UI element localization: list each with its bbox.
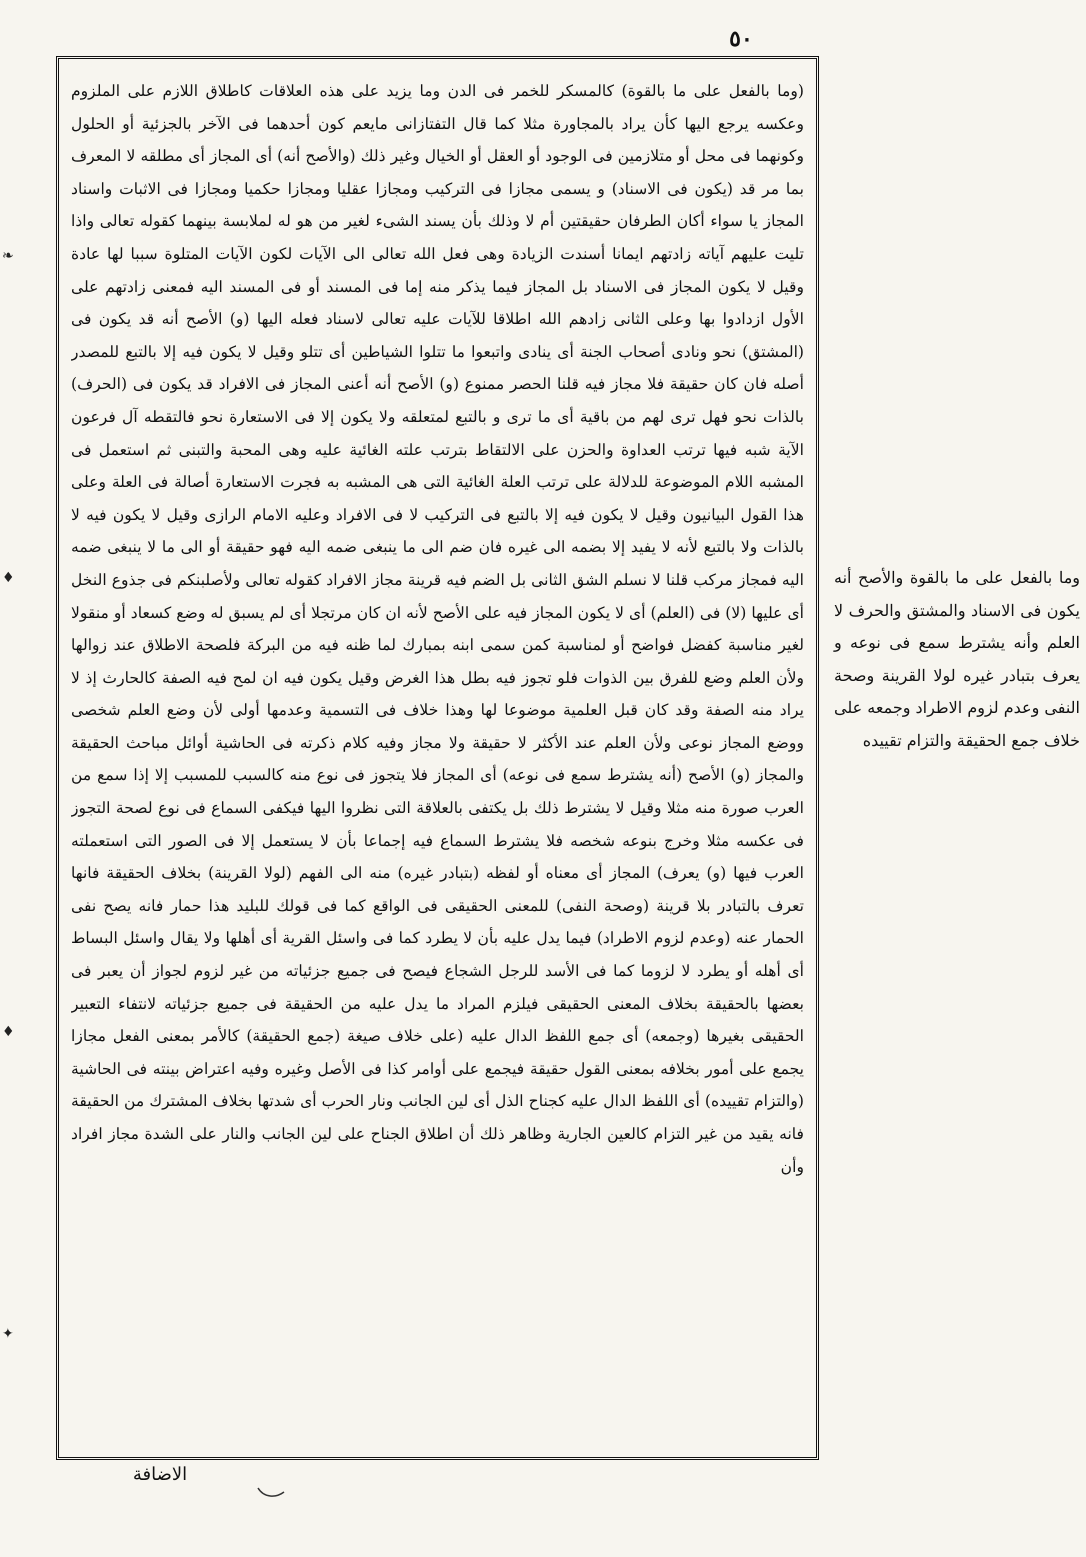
margin-mark: ❧ — [2, 248, 14, 264]
main-text — [71, 75, 804, 1447]
page-number: ٥٠ — [729, 26, 753, 52]
ink-mark — [256, 1484, 286, 1498]
margin-mark: ✦ — [2, 1326, 14, 1342]
catchword: الاضافة — [132, 1464, 188, 1485]
main-text-frame — [56, 56, 819, 1460]
margin-mark: ♦ — [2, 570, 15, 586]
margin-mark: ♦ — [2, 1024, 15, 1040]
main-paragraph: (وما بالفعل على ما بالقوة) كالمسكر للخمر فى الدن وما يزيد على هذه العلاقات كاطلاق اللازم على الملزوم وعكسه يرجع اليها كأن يراد بالمجاورة مثلا كما قال التفتازانى مايعم كون أحدهما فى الآخر بالجزئية أو الحلول وكونهما فى محل أو متلازمين فى الوجود أو العقل أو الخيال وغير ذلك (والأصح أنه) أى المجاز أى مطلقه لا المعرف بما مر قد (يكون فى الاسناد) و يسمى مجازا فى التركيب ومجازا عقليا ومجازا حكميا ومجازا فى الاثبات واسناد المجاز يا سواء أكان الطرفان حقيقتين أم لا وذلك بأن يسند الشىء لغير من هو له لملابسة بينهما كقوله تعالى واذا تليت عليهم آياته زادتهم ايمانا أسندت الزيادة وهى فعل الله تعالى الى الآيات لكون الآيات المتلوة سببا لها عادة وقيل لا يكون المجاز فى الاسناد بل المجاز فيما يذكر منه إما فى المسند أو فى المسند اليه فمعنى زادتهم على الأول ازدادوا بها وعلى الثانى زادهم الله اطلاقا للآيات عليه تعالى لاسناد فعله اليها (و) الأصح أنه قد يكون فى (المشتق) نحو ونادى أصحاب الجنة أى ينادى واتبعوا ما تتلوا الشياطين أى تتلو وقيل لا يكون فيه إلا بالتبع للمصدر أصله فان كان حقيقة فلا مجاز فيه قلنا الحصر ممنوع (و) الأصح أنه أعنى المجاز فى الافراد قد يكون فى (الحرف) بالذات نحو فهل ترى لهم من باقية أى ما ترى و بالتبع لمتعلقه ولا يكون إلا فى الاستعارة نحو فالتقطه آل فرعون الآية شبه فيها ترتب العداوة والحزن على الالتقاط بترتب علته الغائية عليه وهى المحبة والتبنى ثم استعمل فى المشبه اللام الموضوعة للدلالة على ترتب العلة الغائية التى هى المشبه به فجرت الاستعارة أصالة فى العلة وعلى هذا القول البيانيون وقيل لا يكون فيه إلا بالتبع فى التركيب لا فى الافراد وعليه الامام الرازى وقيل لا يكون فيه لا بالذات ولا بالتبع لأنه لا يفيد إلا بضمه الى غيره فان ضم الى ما ينبغى ضمه اليه فهو حقيقة أو الى ما لا ينبغى ضمه اليه فمجاز مركب قلنا لا نسلم الشق الثانى بل الضم فيه قرينة مجاز الافراد كقوله تعالى ولأصلبنكم فى جذوع النخل أى عليها (لا) فى (العلم) أى لا يكون المجاز فيه على الأصح لأنه ان كان مرتجلا أى لم يسبق له وضع كسعاد أو منقولا لغير مناسبة كفضل فواضح أو لمناسبة كمن سمى ابنه بمبارك لما ظنه فيه من البركة فلصحة الاطلاق عند زوالها ولأن العلم وضع للفرق بين الذوات فلو تجوز فيه بطل هذا الغرض وقيل يكون فيه ان لمح فيه الصفة كالحارث إذ لا يراد منه الصفة وقد كان قبل العلمية موضوعا لها وهذا خلاف فى التسمية وعدمها أولى لأن وضع العلم شخصى ووضع المجاز نوعى ولأن العلم عند الأكثر لا حقيقة ولا مجاز وفيه كلام ذكرته فى الحاشية أوائل مباحث الحقيقة والمجاز (و) الأصح (أنه يشترط سمع فى نوعه) أى المجاز فلا يتجوز فى نوع منه كالسبب للمسبب إلا إذا سمع من العرب صورة منه مثلا وقيل لا يشترط ذلك بل يكتفى بالعلاقة التى نظروا اليها فيكفى السماع فى نوع لصحة التجوز فى عكسه مثلا وخرج بنوعه شخصه فلا يشترط السماع فيه إجماعا بأن لا يستعمل إلا فى الصور التى استعملته العرب فيها (و) يعرف) المجاز أى معناه أو لفظه (بتبادر غيره) منه الى الفهم (لولا القرينة) بخلاف الحقيقة فانها تعرف بالتبادر بلا قرينة (وصحة النفى) للمعنى الحقيقى فى الواقع كما فى قولك للبليد هذا حمار فانه يصح نفى الحمار عنه (وعدم لزوم الاطراد) فيما يدل عليه بأن لا يطرد كما فى واسئل القرية أى أهلها ولا يقال واسئل البساط أى أهله أو يطرد لا لزوما كما فى الأسد للرجل الشجاع فيصح فى جميع جزئياته من غير لزوم لجواز أن يعبر فى بعضها بالحقيقة بخلاف المعنى الحقيقى فيلزم المراد ما يدل عليه من الحقيقة فى جميع جزئياته لانتفاء التعبير الحقيقى بغيرها (وجمعه) أى جمع اللفظ الدال عليه (على خلاف صيغة (جمع الحقيقة) كالأمر بمعنى الفعل مجازا يجمع على أمور بخلافه بمعنى القول حقيقة فيجمع على أوامر كذا فى الأصل وغيره وفيه اعتراض بينته فى الحاشية (والتزام تقييده) أى اللفظ الدال عليه كجناح الذل أى لين الجانب ونار الحرب أى شدتها بخلاف المشترك من الحقيقة فانه يقيد من غير التزام كالعين الجارية وظاهر ذلك أن اطلاق الجناح على لين الجانب والنار على الشدة مجاز افراد وأن — [71, 82, 804, 1176]
side-note: وما بالفعل على ما بالقوة والأصح أنه يكون فى الاسناد والمشتق والحرف لا العلم وأنه يشترط سمع فى نوعه و يعرف بتبادر غيره لولا القرينة وصحة النفى وعدم لزوم الاطراد وجمعه على خلاف جمع الحقيقة والتزام تقييده — [834, 568, 1080, 750]
